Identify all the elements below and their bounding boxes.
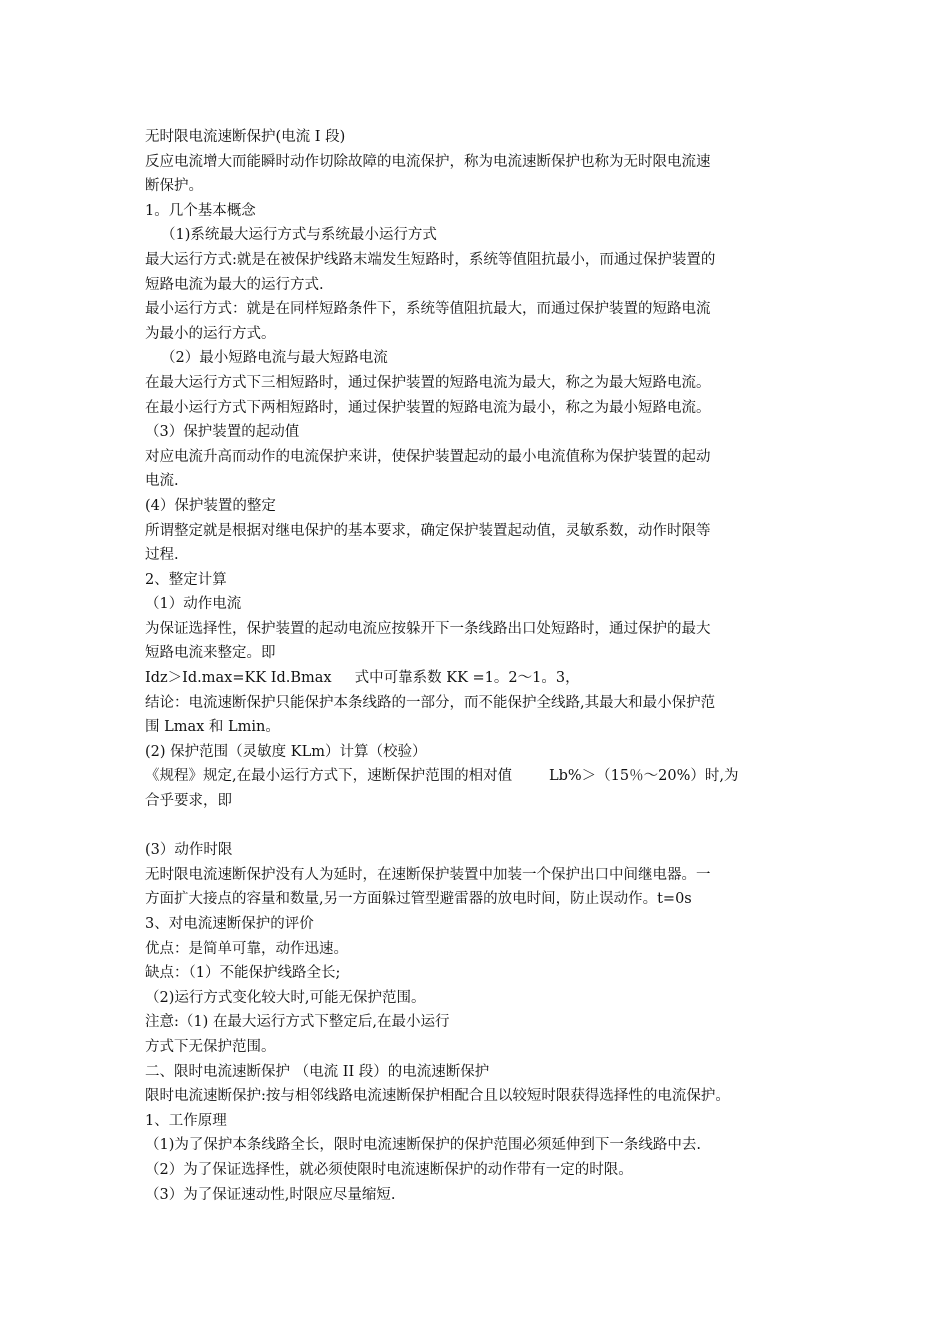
subsection-heading: （3）保护装置的起动值: [145, 424, 300, 441]
paragraph-line: 在最小运行方式下两相短路时，通过保护装置的短路电流为最小，称之为最小短路电流。: [145, 399, 711, 416]
paragraph-line: 反应电流增大而能瞬时动作切除故障的电流保护，称为电流速断保护也称为无时限电流速: [145, 153, 711, 170]
section-heading: 1。几个基本概念: [145, 202, 256, 219]
subsection-heading: (2) 保护范围（灵敏度 KLm）计算（校验）: [145, 743, 427, 760]
document-body: [145, 125, 817, 1207]
section-heading: 1、工作原理: [145, 1112, 227, 1129]
subsection-heading: (3）动作时限: [145, 842, 233, 859]
subsection-heading: （1)系统最大运行方式与系统最小运行方式: [161, 227, 437, 244]
paragraph-line: （2)运行方式变化较大时,可能无保护范围。: [145, 989, 426, 1006]
paragraph-line: 《规程》规定,在最小运行方式下，速断保护范围的相对值 Lb%＞（15％～20%）时,为: [145, 768, 739, 785]
paragraph-line: 最小运行方式：就是在同样短路条件下，系统等值阻抗最大，而通过保护装置的短路电流: [145, 301, 711, 318]
blank-line: [145, 814, 817, 839]
paragraph-line: 优点：是简单可靠，动作迅速。: [145, 940, 348, 957]
paragraph-line: 无时限电流速断保护没有人为延时，在速断保护装置中加装一个保护出口中间继电器。一: [145, 866, 711, 883]
paragraph-line: 方面扩大接点的容量和数量,另一方面躲过管型避雷器的放电时间，防止误动作。t=0s: [145, 891, 692, 908]
paragraph-line: 断保护。: [145, 178, 203, 195]
paragraph-line: （2）为了保证选择性，就必须使限时电流速断保护的动作带有一定的时限。: [145, 1161, 633, 1178]
paragraph-line: （3）为了保证速动性,时限应尽量缩短.: [145, 1186, 396, 1203]
paragraph-line: 在最大运行方式下三相短路时，通过保护装置的短路电流为最大，称之为最大短路电流。: [145, 374, 711, 391]
subsection-heading: （2）最小短路电流与最大短路电流: [161, 350, 388, 367]
subsection-heading: (4）保护装置的整定: [145, 497, 276, 514]
paragraph-line: 短路电流来整定。即: [145, 645, 276, 662]
paragraph-line: 合乎要求，即: [145, 793, 232, 810]
paragraph-line: 为最小的运行方式。: [145, 325, 276, 342]
formula-line: Idz＞Id.max=KK Id.Bmax 式中可靠系数 KK =1。2～1。3，: [145, 670, 580, 687]
paragraph-line: 电流.: [145, 473, 179, 490]
subsection-heading: （1）动作电流: [145, 596, 242, 613]
doc-title: 无时限电流速断保护(电流 I 段): [145, 129, 346, 145]
section-heading: 二、限时电流速断保护 （电流 II 段）的电流速断保护: [145, 1063, 490, 1080]
paragraph-line: 最大运行方式:就是在被保护线路末端发生短路时，系统等值阻抗最小，而通过保护装置的: [145, 251, 716, 268]
section-heading: 2、整定计算: [145, 571, 227, 588]
paragraph-line: 结论：电流速断保护只能保护本条线路的一部分，而不能保护全线路,其最大和最小保护范: [145, 694, 716, 711]
paragraph-line: 所谓整定就是根据对继电保护的基本要求，确定保护装置起动值，灵敏系数，动作时限等: [145, 522, 711, 539]
paragraph-line: 对应电流升高而动作的电流保护来讲，使保护装置起动的最小电流值称为保护装置的起动: [145, 448, 711, 465]
section-heading: 3、对电流速断保护的评价: [145, 916, 314, 932]
paragraph-line: 限时电流速断保护:按与相邻线路电流速断保护相配合且以较短时限获得选择性的电流保护。: [145, 1088, 730, 1105]
paragraph-line: 缺点：（1）不能保护线路全长;: [145, 965, 341, 982]
paragraph-line: 注意:（1) 在最大运行方式下整定后,在最小运行: [145, 1014, 450, 1031]
paragraph-line: 为保证选择性，保护装置的起动电流应按躲开下一条线路出口处短路时，通过保护的最大: [145, 620, 711, 637]
paragraph-line: 方式下无保护范围。: [145, 1038, 276, 1055]
paragraph-line: 过程.: [145, 547, 179, 564]
paragraph-line: 短路电流为最大的运行方式.: [145, 276, 324, 293]
paragraph-line: （1)为了保护本条线路全长，限时电流速断保护的保护范围必须延伸到下一条线路中去.: [145, 1137, 701, 1154]
paragraph-line: 围 Lmax 和 Lmin。: [145, 719, 280, 736]
